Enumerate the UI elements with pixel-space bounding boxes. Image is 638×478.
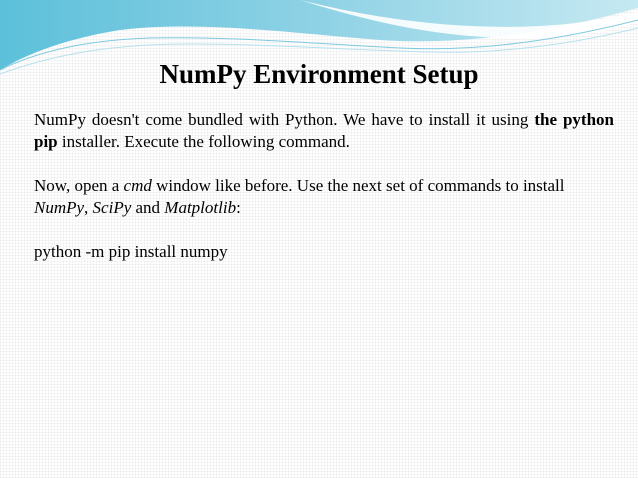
intro-text-1: NumPy doesn't come bundled with Python. We have to install it using <box>34 110 535 129</box>
slide-title: NumPy Environment Setup <box>159 59 479 89</box>
cmd-text-3: : <box>236 198 241 217</box>
cmd-term: cmd <box>123 176 152 195</box>
intro-text-2: installer. Execute the following command. <box>57 132 350 151</box>
scipy-term: SciPy <box>92 198 132 217</box>
cmd-text-2: window like before. Use the next set of commands to install <box>151 176 565 195</box>
cmd-instructions-paragraph <box>34 175 614 219</box>
numpy-term: NumPy <box>34 198 85 217</box>
slide-body <box>34 109 614 285</box>
install-intro-paragraph <box>34 109 614 153</box>
separator-1: , <box>84 198 93 217</box>
pip-installer-bold: the python pip <box>34 110 614 151</box>
install-command: python -m pip install numpy <box>34 242 228 261</box>
separator-2: and <box>131 198 165 217</box>
matplotlib-term: Matplotlib <box>164 198 237 217</box>
cmd-text-1: Now, open a <box>34 176 124 195</box>
